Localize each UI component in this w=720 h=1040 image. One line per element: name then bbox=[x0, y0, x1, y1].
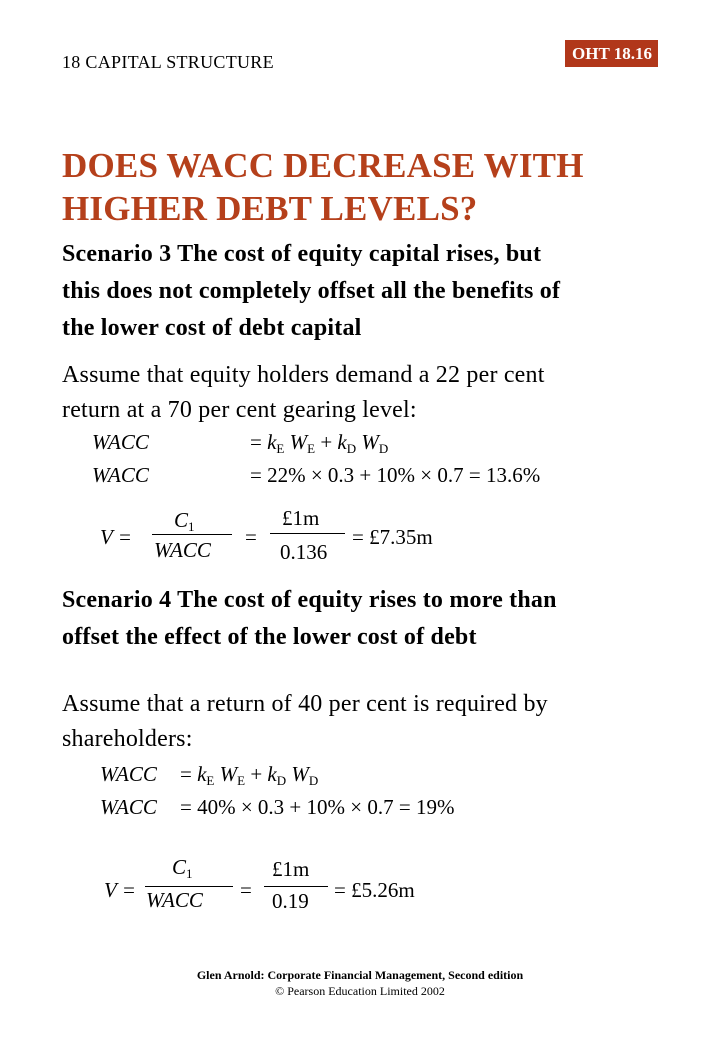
scenario-3-intro-line: return at a 70 per cent gearing level: bbox=[62, 397, 417, 423]
s4-eq2-lhs: WACC bbox=[100, 795, 157, 819]
scenario-4-heading bbox=[62, 582, 557, 656]
s3-val-num: £1m bbox=[282, 506, 320, 530]
scenario-3-heading bbox=[62, 236, 560, 347]
s3-frac-den: WACC bbox=[154, 538, 211, 562]
s3-v-label: V = bbox=[100, 525, 132, 549]
s3-frac-num-text: C bbox=[174, 508, 189, 532]
s4-val-line bbox=[264, 886, 328, 887]
scenario-3-heading-line: Scenario 3 The cost of equity capital rises, but bbox=[62, 241, 542, 267]
s3-eq1-lhs: WACC bbox=[92, 430, 149, 454]
s3-frac-line bbox=[152, 534, 232, 535]
s3-val-den: 0.136 bbox=[280, 540, 328, 564]
s4-eq1-lhs: WACC bbox=[100, 762, 157, 786]
scenario-4-heading-line: Scenario 4 The cost of equity rises to more than bbox=[62, 587, 557, 613]
s4-result: = £5.26m bbox=[334, 878, 415, 902]
s3-eq1-rhs: = $k_E$ $W_E + k_D$ $W_D$ bbox=[250, 430, 389, 456]
s3-eq-sign: = bbox=[245, 525, 257, 549]
s4-frac-line bbox=[145, 886, 233, 887]
s4-eq2-rhs: = 40% × 0.3 + 10% × 0.7 = 19% bbox=[180, 795, 455, 819]
s4-val-den: 0.19 bbox=[272, 889, 309, 913]
s4-val-num: £1m bbox=[272, 857, 310, 881]
scenario-4-intro-line: Assume that a return of 40 per cent is required by bbox=[62, 691, 548, 717]
s4-eq1-rhs: = $k_E$ $W_E + k_D$ $W_D$ bbox=[180, 762, 319, 788]
scenario-3-heading-line: this does not completely offset all the benefits of bbox=[62, 278, 561, 304]
scenario-3-heading-line: the lower cost of debt capital bbox=[62, 315, 362, 341]
footer-credit: Glen Arnold: Corporate Financial Management, Second edition bbox=[196, 968, 524, 982]
s3-eq2-rhs: = 22% × 0.3 + 10% × 0.7 = 13.6% bbox=[250, 463, 541, 487]
s4-frac-num-text: C bbox=[172, 855, 187, 879]
slide-title bbox=[62, 144, 584, 230]
footer-copyright: © Pearson Education Limited 2002 bbox=[275, 984, 445, 998]
s4-v-label: V = bbox=[104, 878, 136, 902]
s3-val-line bbox=[270, 533, 345, 534]
scenario-4-intro-line: shareholders: bbox=[62, 726, 193, 752]
chapter-label: 18 CAPITAL STRUCTURE bbox=[62, 52, 274, 72]
scenario-3-intro bbox=[62, 358, 545, 428]
scenario-4-intro bbox=[62, 687, 548, 757]
scenario-4-heading-line: offset the effect of the lower cost of debt bbox=[62, 624, 477, 650]
s3-eq2-lhs: WACC bbox=[92, 463, 149, 487]
title-line-1: DOES WACC DECREASE WITH bbox=[62, 146, 584, 185]
s3-result: = £7.35m bbox=[352, 525, 433, 549]
s3-frac-num: $C_1$ bbox=[174, 508, 195, 534]
scenario-3-intro-line: Assume that equity holders demand a 22 per cent bbox=[62, 362, 545, 388]
s4-eq-sign: = bbox=[240, 878, 252, 902]
title-line-2: HIGHER DEBT LEVELS? bbox=[62, 189, 478, 228]
s4-frac-den: WACC bbox=[146, 888, 203, 912]
s4-frac-num: $C_1$ bbox=[172, 855, 193, 881]
slide-number-badge: OHT 18.16 bbox=[565, 40, 658, 67]
